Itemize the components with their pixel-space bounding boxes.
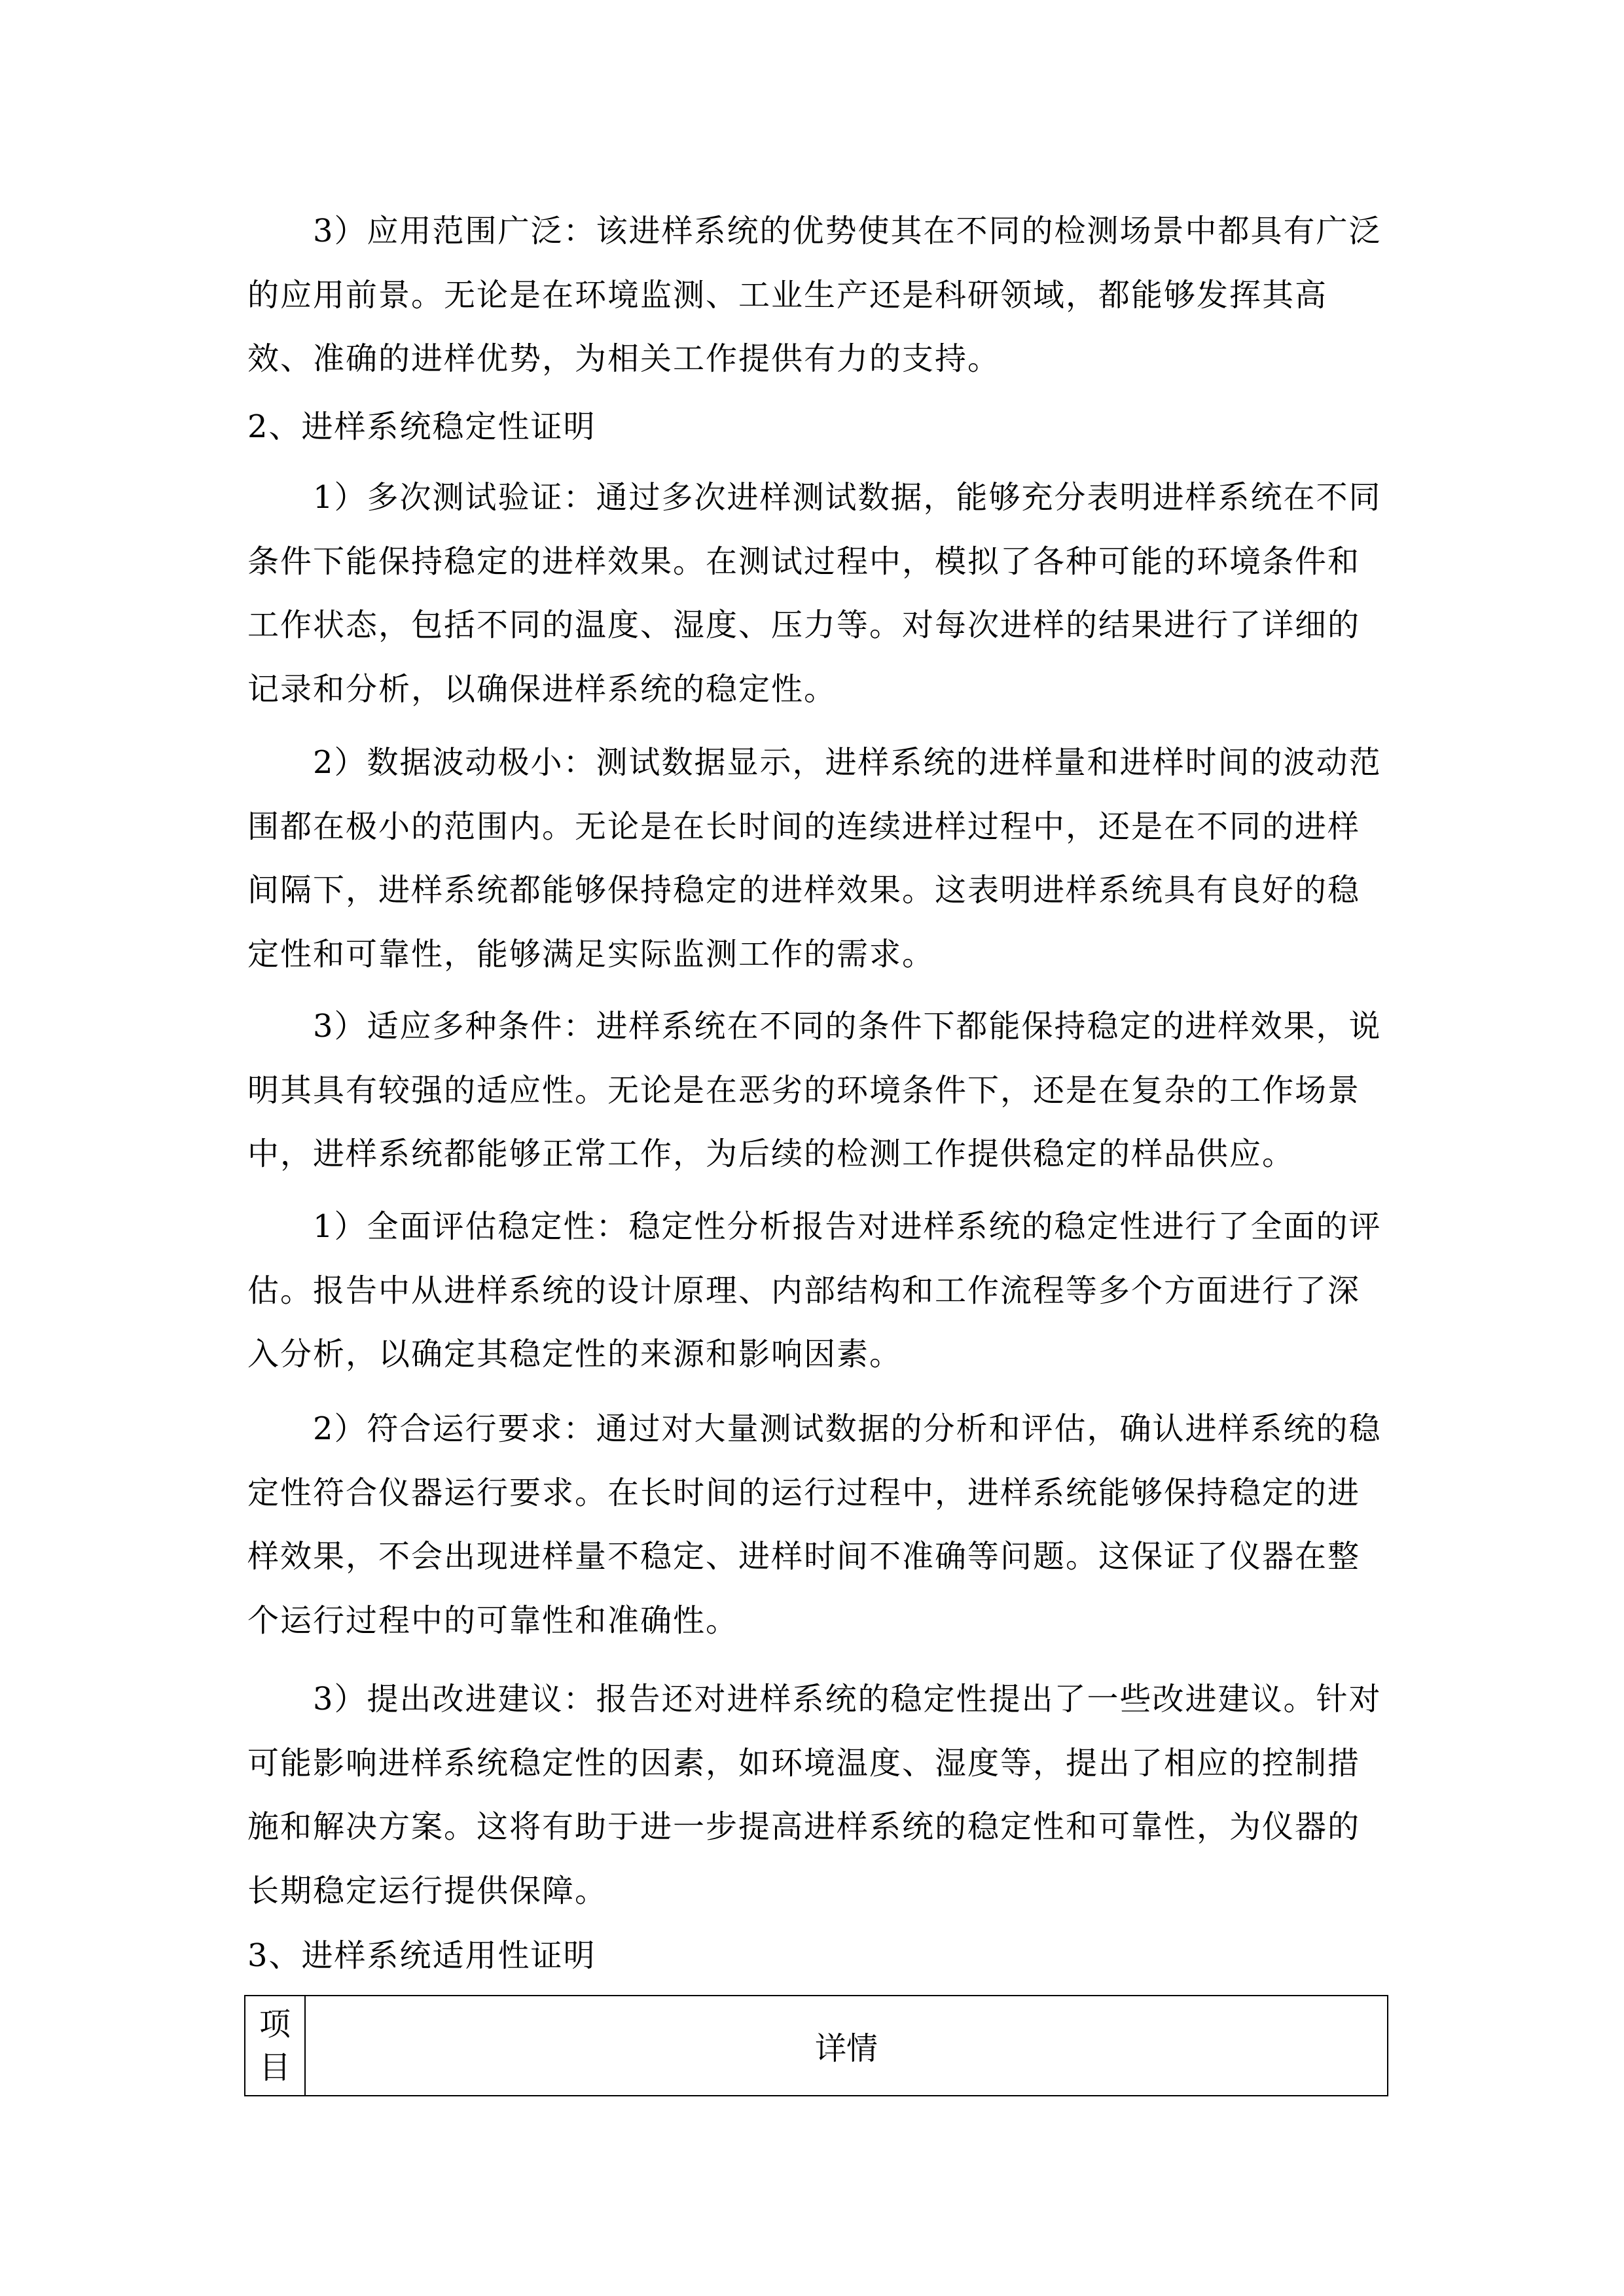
table-header-item	[245, 1996, 305, 2096]
text-line: 定性和可靠性，能够满足实际监测工作的需求。	[247, 935, 935, 973]
paragraph	[247, 731, 1390, 986]
text-line: 中，进样系统都能够正常工作，为后续的检测工作提供稳定的样品供应。	[247, 1136, 1295, 1172]
text-line: 间隔下，进样系统都能够保持稳定的进样效果。这表明进样系统具有良好的稳	[247, 872, 1361, 908]
text-line: 样效果，不会出现进样量不稳定、进样时间不准确等问题。这保证了仪器在整	[247, 1538, 1361, 1575]
text-line: 工作状态，包括不同的温度、湿度、压力等。对每次进样的结果进行了详细的	[247, 607, 1361, 643]
header-char: 目	[259, 2049, 291, 2086]
paragraph	[247, 200, 1390, 391]
paragraph	[247, 1668, 1390, 1923]
text-line: 围都在极小的范围内。无论是在长时间的连续进样过程中，还是在不同的进样	[247, 808, 1361, 845]
text-line: 定性符合仪器运行要求。在长时间的运行过程中，进样系统能够保持稳定的进	[247, 1474, 1361, 1511]
text-line: 3）适应多种条件：进样系统在不同的条件下都能保持稳定的进样效果，说	[313, 1008, 1382, 1045]
text-line: 效、准确的进样优势，为相关工作提供有力的支持。	[247, 340, 1001, 377]
table-header-details: 详情	[305, 1996, 1388, 2096]
applicability-table	[244, 1995, 1388, 2096]
text-line: 明其具有较强的适应性。无论是在恶劣的环境条件下，还是在复杂的工作场景	[247, 1071, 1361, 1109]
paragraph	[247, 1195, 1390, 1387]
section-heading	[247, 1924, 1390, 1988]
text-line: 入分析，以确定其稳定性的来源和影响因素。	[247, 1336, 903, 1372]
section-heading	[247, 395, 1390, 459]
text-line: 估。报告中从进样系统的设计原理、内部结构和工作流程等多个方面进行了深	[247, 1272, 1361, 1309]
text-line: 个运行过程中的可靠性和准确性。	[247, 1602, 739, 1639]
text-line: 长期稳定运行提供保障。	[247, 1872, 608, 1909]
paragraph	[247, 1397, 1390, 1653]
text-line: 1）多次测试验证：通过多次进样测试数据，能够充分表明进样系统在不同	[313, 479, 1382, 516]
text-line: 的应用前景。无论是在环境监测、工业生产还是科研领域，都能够发挥其高	[247, 276, 1328, 314]
text-line: 条件下能保持稳定的进样效果。在测试过程中，模拟了各种可能的环境条件和	[247, 543, 1361, 580]
text-line: 2）符合运行要求：通过对大量测试数据的分析和评估，确认进样系统的稳	[313, 1410, 1382, 1447]
text-line: 1）全面评估稳定性：稳定性分析报告对进样系统的稳定性进行了全面的评	[313, 1208, 1382, 1245]
text-line: 2、进样系统稳定性证明	[247, 408, 596, 445]
text-line: 3）应用范围广泛：该进样系统的优势使其在不同的检测场景中都具有广泛	[313, 213, 1382, 249]
paragraph	[247, 995, 1390, 1187]
text-line: 3、进样系统适用性证明	[247, 1937, 596, 1974]
header-char: 项	[259, 2005, 291, 2043]
text-line: 3）提出改进建议：报告还对进样系统的稳定性提出了一些改进建议。针对	[313, 1681, 1382, 1717]
text-line: 2）数据波动极小：测试数据显示，进样系统的进样量和进样时间的波动范	[313, 744, 1382, 781]
text-line: 记录和分析，以确保进样系统的稳定性。	[247, 670, 837, 708]
text-line: 施和解决方案。这将有助于进一步提高进样系统的稳定性和可靠性，为仪器的	[247, 1808, 1361, 1845]
table-header-row	[245, 1996, 1388, 2096]
paragraph	[247, 466, 1390, 721]
text-line: 可能影响进样系统稳定性的因素，如环境温度、湿度等，提出了相应的控制措	[247, 1744, 1361, 1782]
